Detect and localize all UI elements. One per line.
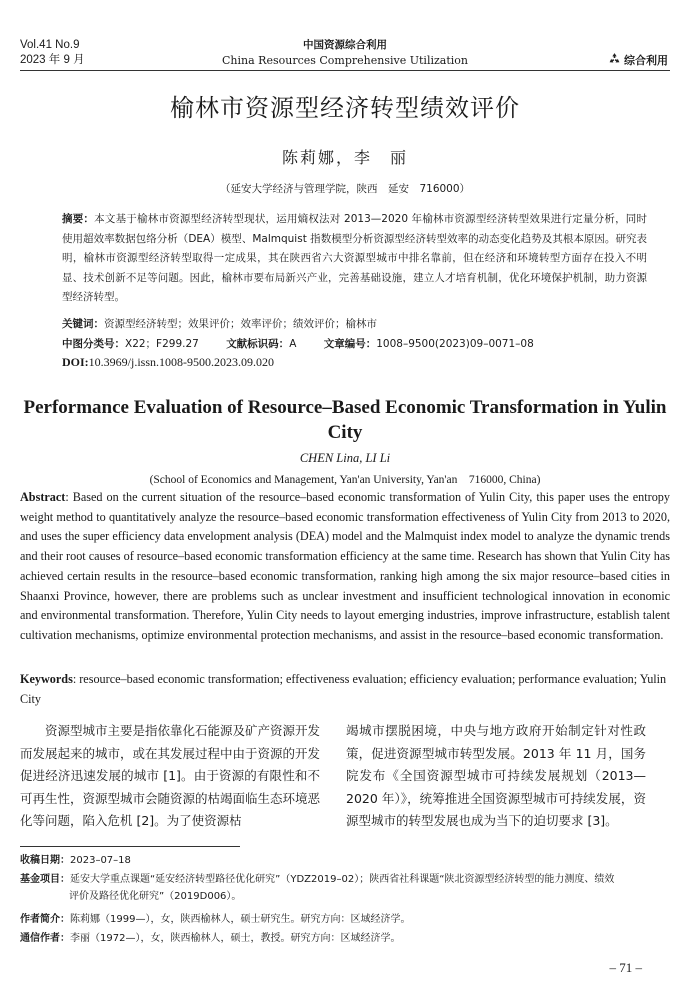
- abstract-zh: [62, 210, 647, 308]
- keywords-en: [20, 670, 670, 709]
- article-no-label: 文章编号：: [323, 338, 377, 350]
- fund-line-2: 评价及路径优化研究”（2019D006）。: [69, 891, 242, 902]
- authors-en: CHEN Lina, LI Li: [299, 451, 391, 465]
- body-column-left: 资源型城市主要是指依靠化石能源及矿产资源开发而发展起来的城市，或在其发展过程中由于资源的开发促进经济迅速发展的城市 [1]。由于资源的有限性和不可再生性，资源型城市会随资源的枯竭面临生态环境恶化等问题，陷入危机 [2]。为了使资源枯: [20, 723, 321, 828]
- affiliation-zh: （延安大学经济与管理学院，陕西 延安 716000）: [219, 183, 471, 195]
- journal-name-en: China Resources Comprehensive Utilization: [222, 54, 468, 67]
- section-name: 综合利用: [624, 54, 668, 67]
- abstract-en: [20, 488, 670, 646]
- affiliation-en: (School of Economics and Management, Yan'an University, Yan'an 716000, China): [149, 474, 541, 486]
- doi: [62, 355, 274, 370]
- doc-code-value: A: [289, 338, 297, 350]
- clc-label: 中图分类号：: [62, 338, 125, 350]
- keywords-en-label: Keywords: [20, 672, 73, 686]
- footnote-fund: [20, 871, 670, 905]
- header-divider: [20, 70, 670, 71]
- volume-number: Vol.41 No.9: [20, 39, 80, 51]
- article-title-zh: 榆林市资源型经济转型绩效评价: [170, 94, 520, 122]
- body-column-right: 竭城市摆脱困境，中央与地方政府开始制定针对性政策，促进资源型城市转型发展。2013 年 11 月，国务院发布《全国资源型城市可持续发展规划（2013—2020 年）》，统筹推进全国资源型城市可持续发展，资源型城市的转型发展也成为当下的迫切要求 [3]。: [346, 723, 646, 828]
- section-label: [608, 52, 668, 68]
- journal-name: [0, 38, 690, 68]
- page-number: – 71 –: [609, 960, 642, 975]
- corresponding-label: 通信作者：: [20, 933, 70, 944]
- authors-zh: 陈莉娜，李 丽: [281, 148, 408, 167]
- footnote-received: [20, 852, 670, 869]
- classification-row: [62, 336, 662, 351]
- keywords-zh: [62, 316, 647, 331]
- doi-label: DOI:: [62, 355, 89, 369]
- article-no-value: 1008–9500(2023)09–0071–08: [376, 338, 534, 350]
- abstract-zh-text: 本文基于榆林市资源型经济转型现状，运用熵权法对 2013—2020 年榆林市资源型经济转型效果进行定量分析，同时使用超效率数据包络分析（DEA）模型、Malmquist 指数模型分析资源型经济转型效率的动态变化趋势及其根本原因。研究表明，榆林市资源型经济转型取得一定成果，其在陕西省六大资源型城市中排名靠前，但在经济和环境转型方面存在投入不明显、技术创新不足等问题。因此，榆林市要布局新兴产业，完善基础设施，建立人才培育机制，优化环境保护机制，助力资源型经济转型。: [62, 213, 647, 304]
- footnote-author: [20, 911, 670, 928]
- keywords-zh-label: 关键词：: [62, 318, 104, 330]
- journal-name-zh: 中国资源综合利用: [303, 39, 387, 51]
- footnote-divider: [20, 846, 240, 847]
- clc-value: X22；F299.27: [125, 338, 199, 350]
- corresponding-value: 李丽（1972—），女，陕西榆林人，硕士，教授。研究方向：区域经济学。: [70, 933, 401, 944]
- keywords-zh-text: 资源型经济转型；效果评价；效率评价；绩效评价；榆林市: [104, 318, 377, 330]
- abstract-zh-label: 摘要：: [62, 213, 95, 225]
- keywords-en-text: : resource–based economic transformation; effectiveness evaluation; efficiency evaluation; performance evaluation; Yulin City: [20, 672, 667, 706]
- fund-label: 基金项目：: [20, 874, 70, 885]
- doi-value: 10.3969/j.issn.1008-9500.2023.09.020: [88, 355, 275, 369]
- issue-date: 2023 年 9 月: [20, 54, 85, 66]
- abstract-en-label: Abstract: [20, 490, 66, 504]
- doc-code-label: 文献标识码：: [226, 338, 290, 350]
- author-label: 作者简介：: [20, 914, 70, 925]
- received-label: 收稿日期：: [20, 855, 70, 866]
- footnote-corresponding: [20, 930, 670, 947]
- recycle-icon: [608, 52, 621, 68]
- abstract-en-text: : Based on the current situation of the resource–based economic transformation of Yulin City, this paper uses the entropy weight method to quantitatively analyze the resource–based economic transformation effectiveness of Yulin City from 2013 to 2020, and uses the super efficiency data envelopment analysis (DEA) model and the Malmquist index model to analyze the dynamic trends and their root causes of resource–based economic transformation efficiency at the same time. Research has shown that Yulin City has achieved certain results in the resource–based economic transformation, ranking high among the six major resource–based cities in Shaanxi Province, however, there are problems such as unclear investment and insufficient technological innovation in economic and environmental transformation. Therefore, Yulin City needs to layout emerging industries, improve infrastructure, establish talent cultivation mechanisms, optimize environmental protection mechanisms, and assist in the resource–based economic transformation.: [20, 490, 670, 642]
- received-value: 2023–07–18: [70, 855, 131, 866]
- fund-line-1: 延安大学重点课题“延安经济转型路径优化研究”（YDZ2019–02）；陕西省社科课题“陕北资源型经济转型的能力测度、绩效: [70, 874, 615, 885]
- article-title-en: Performance Evaluation of Resource–Based Economic Transformation in Yulin City: [23, 397, 667, 443]
- author-value: 陈莉娜（1999—），女，陕西榆林人，硕士研究生。研究方向：区域经济学。: [70, 914, 411, 925]
